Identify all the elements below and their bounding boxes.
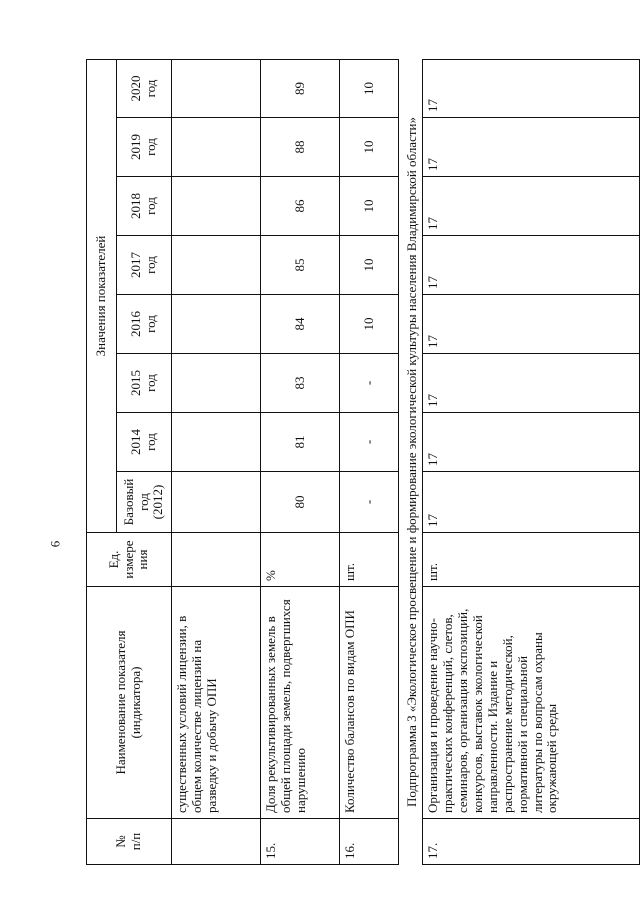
row-value: - (340, 472, 399, 533)
row-value: 83 (261, 354, 340, 413)
rotated-page (86, 60, 604, 865)
row-value (172, 295, 261, 354)
table-row (422, 59, 639, 864)
row-value: 81 (261, 413, 340, 472)
row-value: 17 (422, 295, 639, 354)
row-name: Количество балансов по видам ОПИ (340, 587, 399, 819)
row-value: 10 (340, 236, 399, 295)
header-year: 2020 год (117, 59, 172, 117)
header-year: 2017 год (117, 236, 172, 295)
row-value (172, 118, 261, 177)
header-name: Наименование показателя (индикатора) (87, 587, 172, 819)
table-row (340, 59, 399, 864)
row-value (172, 59, 261, 117)
row-value: 17 (422, 472, 639, 533)
row-unit: шт. (422, 533, 639, 587)
row-value: 17 (422, 236, 639, 295)
header-year: 2015 год (117, 354, 172, 413)
row-value: 17 (422, 59, 639, 117)
row-value: 88 (261, 118, 340, 177)
row-num: 17. (422, 819, 639, 865)
row-value: 10 (340, 177, 399, 236)
header-year: 2016 год (117, 295, 172, 354)
row-value: 80 (261, 472, 340, 533)
row-unit: % (261, 533, 340, 587)
header-num: № п/п (87, 819, 172, 865)
row-value: 85 (261, 236, 340, 295)
table-row (261, 59, 340, 864)
row-value: - (340, 354, 399, 413)
indicators-table (86, 59, 640, 865)
row-value (172, 472, 261, 533)
header-year: 2014 год (117, 413, 172, 472)
row-name: Доля рекультивированных земель в общей площади земель, подвергшихся нарушению (261, 587, 340, 819)
row-value (172, 236, 261, 295)
row-num: 15. (261, 819, 340, 865)
row-value: 84 (261, 295, 340, 354)
row-value: 17 (422, 413, 639, 472)
header-unit: Ед. измере ния (87, 533, 172, 587)
row-value: 10 (340, 295, 399, 354)
row-num (172, 819, 261, 865)
header-year: 2019 год (117, 118, 172, 177)
row-value: 17 (422, 354, 639, 413)
row-value (172, 177, 261, 236)
header-year: Базовый год (2012) (117, 472, 172, 533)
subprogram-title: Подпрограмма 3 «Экологическое просвещение и формирование экологической культуры населения Владимирской области» (404, 117, 419, 807)
row-value: - (340, 413, 399, 472)
row-value: 10 (340, 59, 399, 117)
row-value: 86 (261, 177, 340, 236)
row-value: 89 (261, 59, 340, 117)
landscape-table-wrapper (86, 60, 604, 865)
row-value: 10 (340, 118, 399, 177)
row-name: Организация и проведение научно-практических конференций, слетов, семинаров, организация экспозиций, конкурсов, выставок экологической направленности. Издание и распространение методической, нормативной и специальной литературы по вопросам охраны окружающей среды (422, 587, 639, 819)
subprogram-row (399, 59, 423, 864)
header-values-group: Значения показателей (87, 59, 117, 532)
row-value (172, 413, 261, 472)
header-year: 2018 год (117, 177, 172, 236)
row-name: существенных условий лицензии, в общем количестве лицензий на разведку и добычу ОПИ (172, 587, 261, 819)
row-num: 16. (340, 819, 399, 865)
row-value (172, 354, 261, 413)
table-row (172, 59, 261, 864)
row-unit: шт. (340, 533, 399, 587)
row-value: 17 (422, 177, 639, 236)
row-value: 17 (422, 118, 639, 177)
page-number: 6 (47, 540, 63, 548)
row-unit (172, 533, 261, 587)
